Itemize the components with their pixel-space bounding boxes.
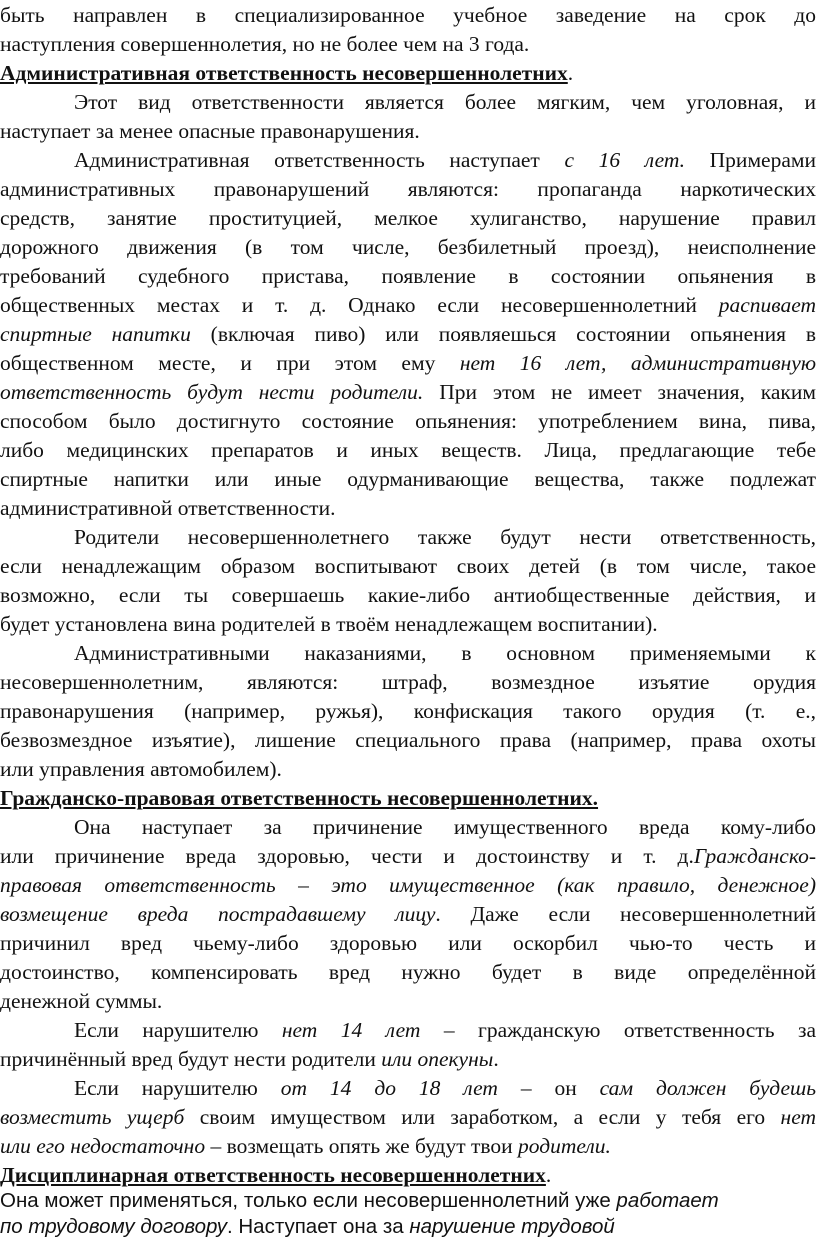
italic-span: или опекуны <box>381 1047 494 1071</box>
text-span: достоинство, компенсировать вред нужно будет в виде определённой <box>0 960 816 984</box>
text-span: возможно, если ты совершаешь какие-либо антиобщественные действия, и <box>0 583 816 607</box>
text-line <box>0 872 816 898</box>
text-span: При этом не имеет значения, каким <box>423 380 816 404</box>
text-line <box>0 176 816 202</box>
text-span: будет установлена вина родителей в твоём ненадлежащем воспитании). <box>0 612 658 636</box>
text-line <box>0 263 816 289</box>
text-span: общественном месте, и при этом ему <box>0 351 460 375</box>
italic-span: или его недостаточно <box>0 1134 206 1158</box>
text-line <box>0 147 816 173</box>
text-span: Если нарушителю <box>74 1018 282 1042</box>
italic-span: сам должен будешь <box>599 1076 816 1100</box>
text-span: способом было достигнуто состояние опьянения: употреблением вина, пива, <box>0 409 816 433</box>
text-line <box>0 1133 816 1159</box>
text-span: средств, занятие проституцией, мелкое хулиганство, нарушение правил <box>0 206 816 230</box>
section-heading-administrative <box>0 60 816 86</box>
text-line <box>0 408 816 434</box>
text-span: правонарушения (например, ружья), конфискация такого орудия (т. е., <box>0 699 816 723</box>
text-span: спиртные напитки или иные одурманивающие вещества, также подлежат <box>0 467 816 491</box>
italic-span: спиртные напитки <box>0 322 191 346</box>
text-line <box>0 437 816 463</box>
text-span: (включая пиво) или появляешься состоянии опьянения в <box>190 322 816 346</box>
text-line <box>0 234 816 260</box>
italic-span: возмещение вреда пострадавшему лицу <box>0 902 436 926</box>
italic-span: нет 14 лет <box>281 1018 421 1042</box>
text-span: или управления автомобилем). <box>0 757 282 781</box>
italic-span: нарушение трудовой <box>409 1215 615 1238</box>
text-line <box>0 901 816 927</box>
text-span: Если нарушителю <box>74 1076 281 1100</box>
text-span: своим имуществом или заработком, а если у тебя его <box>184 1105 781 1129</box>
italic-span: распивает <box>718 293 816 317</box>
text-line <box>0 756 816 782</box>
text-span: Она наступает за причинение имущественного вреда кому-либо <box>74 815 816 839</box>
text-span: дорожного движения (в том числе, безбилетный проезд), неисполнение <box>0 235 816 259</box>
text-line <box>0 321 816 347</box>
italic-span: ответственность будут нести родители. <box>0 380 424 404</box>
text-span: либо медицинских препаратов и иных веществ. Лица, предлагающие тебе <box>0 438 816 462</box>
text-span: – возмещать опять же будут твои <box>205 1134 519 1158</box>
text-span: Примерами <box>685 148 816 172</box>
text-span: Этот вид ответственности является более мягким, чем уголовная, и <box>74 90 816 114</box>
italic-span: от 14 до 18 лет <box>280 1076 498 1100</box>
italic-span: Гражданско- <box>693 844 816 868</box>
section-heading-disciplinary <box>0 1162 816 1188</box>
heading-text: Дисциплинарная ответственность несовершеннолетних <box>0 1163 546 1187</box>
text-line <box>0 205 816 231</box>
text-line <box>0 669 816 695</box>
text-span: причинил вред чьему-либо здоровью или оскорбил чью-то честь и <box>0 931 816 955</box>
text-span: – он <box>497 1076 600 1100</box>
text-span: наступает за менее опасные правонарушения. <box>0 119 420 143</box>
text-line <box>0 1075 816 1101</box>
text-span: причинённый вред будут нести родители <box>0 1047 382 1071</box>
text-line <box>0 843 816 869</box>
text-line <box>0 930 816 956</box>
text-line <box>0 524 816 550</box>
text-span: Родители несовершеннолетнего также будут нести ответственность, <box>74 525 816 549</box>
text-line <box>0 118 816 144</box>
text-line <box>0 640 816 666</box>
text-line <box>0 89 816 115</box>
text-span: Административными наказаниями, в основном применяемыми к <box>74 641 816 665</box>
text-span: – гражданскую ответственность за <box>420 1018 816 1042</box>
heading-text: Административная ответственность несовершеннолетних <box>0 61 568 85</box>
italic-span: нет 16 лет, административную <box>459 351 816 375</box>
italic-span: работает <box>616 1189 719 1212</box>
text-line <box>0 959 816 985</box>
text-line <box>0 495 816 521</box>
text-line <box>0 1017 816 1043</box>
text-span: . <box>545 1163 552 1187</box>
text-span: или причинение вреда здоровью, чести и достоинству и т. д. <box>0 844 694 868</box>
text-line <box>0 379 816 405</box>
text-span: . Наступает она за <box>226 1215 410 1238</box>
text-span: быть направлен в специализированное учебное заведение на срок до <box>0 3 816 27</box>
text-line <box>0 292 816 318</box>
text-span: . <box>493 1047 499 1071</box>
section-heading-civil <box>0 785 816 811</box>
text-span: требований судебного пристава, появление в состоянии опьянения в <box>0 264 816 288</box>
italic-span: правовая ответственность – это имущественное (как правило, денежное) <box>0 873 816 897</box>
text-span: административной ответственности. <box>0 496 336 520</box>
text-span: . Даже если несовершеннолетний <box>435 902 816 926</box>
text-span: наступления совершеннолетия, но не более чем на 3 года. <box>0 32 530 56</box>
italic-span: родители. <box>518 1134 611 1158</box>
italic-span: возместить ущерб <box>0 1105 185 1129</box>
text-line <box>0 582 816 608</box>
text-span: безвозмездное изъятие), лишение специального права (например, права охоты <box>0 728 816 752</box>
text-line <box>0 727 816 753</box>
text-span: . <box>567 61 574 85</box>
text-span: несовершеннолетним, являются: штраф, возмездное изъятие орудия <box>0 670 816 694</box>
text-line <box>0 698 816 724</box>
text-span: если ненадлежащим образом воспитывают своих детей (в том числе, такое <box>0 554 816 578</box>
heading-text: Гражданско-правовая ответственность несовершеннолетних. <box>0 786 599 810</box>
text-span: Она может применяться, только если несовершеннолетний уже <box>0 1189 617 1212</box>
text-span: административных правонарушений являются: пропаганда наркотических <box>0 177 816 201</box>
text-line <box>0 1046 816 1072</box>
text-line <box>0 2 816 28</box>
text-span: Административная ответственность наступает <box>74 148 565 172</box>
text-line <box>0 350 816 376</box>
text-line <box>0 31 816 57</box>
italic-span: по трудовому договору <box>0 1215 227 1238</box>
text-line <box>0 814 816 840</box>
italic-span: с 16 лет. <box>564 148 686 172</box>
text-line <box>0 1188 816 1214</box>
italic-span: нет <box>780 1105 816 1129</box>
text-span: общественных местах и т. д. Однако если несовершеннолетний <box>0 293 719 317</box>
text-line <box>0 553 816 579</box>
text-line <box>0 988 816 1014</box>
text-line <box>0 611 816 637</box>
text-span: денежной суммы. <box>0 989 163 1013</box>
text-line <box>0 466 816 492</box>
text-line <box>0 1104 816 1130</box>
